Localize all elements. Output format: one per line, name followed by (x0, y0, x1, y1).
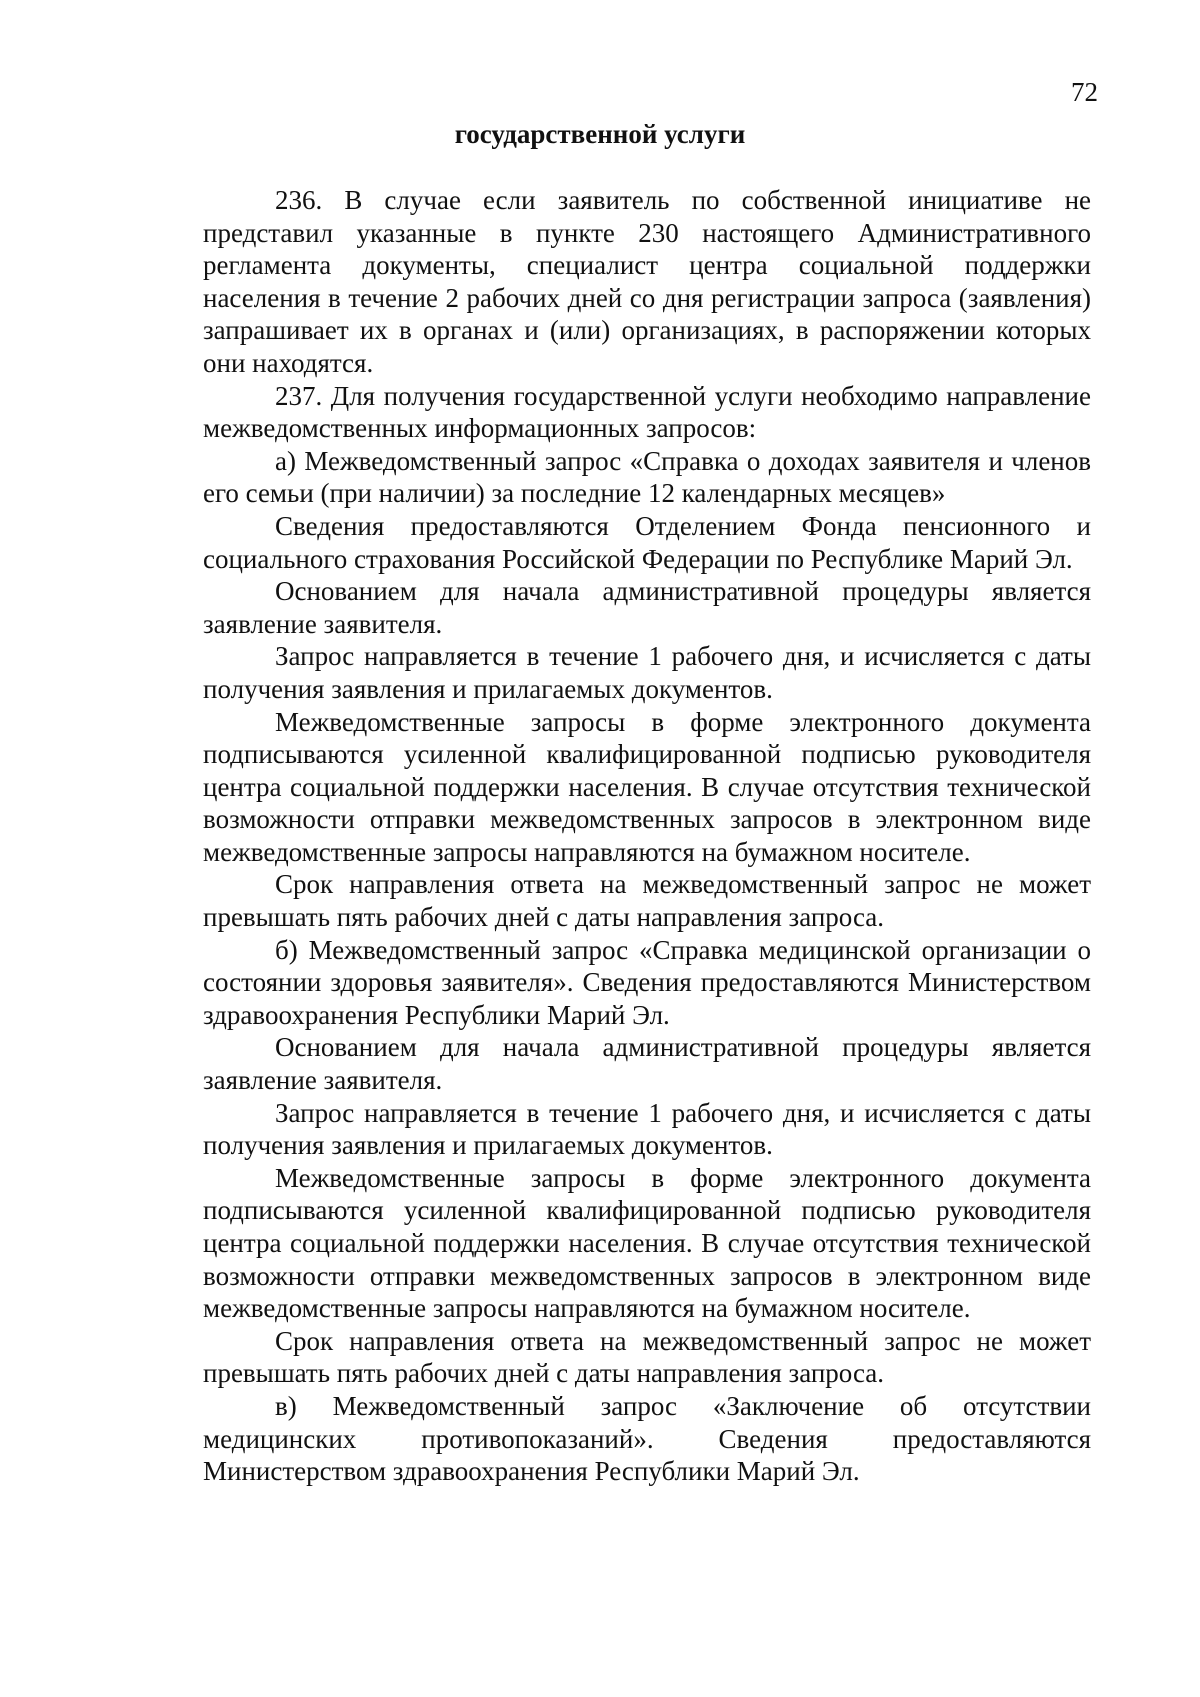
paragraph-a-timing: Запрос направляется в течение 1 рабочего дня, и исчисляется с даты получения заявления и прилагаемых документов. (203, 641, 1091, 704)
paragraph-a-provider: Сведения предоставляются Отделением Фонда пенсионного и социального страхования Российской Федерации по Республике Марий Эл. (203, 510, 1091, 574)
paragraph-b-electronic: Межведомственные запросы в форме электронного документа подписываются усиленной квалифицированной подписью руководителя центра социальной поддержки населения. В случае отсутствия технической возможности отправки межведомственных запросов в электронном виде межведомственные запросы направляются на бумажном носителе. (203, 1162, 1091, 1324)
document-body (203, 184, 1091, 1488)
paragraph-a-basis: Основанием для начала административной процедуры является заявление заявителя. (203, 576, 1091, 639)
paragraph-a-electronic: Межведомственные запросы в форме электронного документа подписываются усиленной квалифицированной подписью руководителя центра социальной поддержки населения. В случае отсутствия технической возможности отправки межведомственных запросов в электронном виде межведомственные запросы направляются на бумажном носителе. (203, 706, 1091, 867)
paragraph-request-a: а) Межведомственный запрос «Справка о доходах заявителя и членов его семьи (при наличии) за последние 12 календарных месяцев» (203, 445, 1091, 509)
paragraph-request-c: в) Межведомственный запрос «Заключение об отсутствии медицинских противопоказаний». Сведения предоставляются Министерством здравоохранения Республики Марий Эл. (203, 1390, 1091, 1487)
paragraph-b-timing: Запрос направляется в течение 1 рабочего дня, и исчисляется с даты получения заявления и прилагаемых документов. (203, 1097, 1091, 1161)
paragraph-a-response-deadline: Срок направления ответа на межведомственный запрос не может превышать пять рабочих дней с даты направления запроса. (203, 869, 1091, 933)
section-title: государственной услуги (454, 119, 746, 149)
paragraph-request-b: б) Межведомственный запрос «Справка медицинской организации о состоянии здоровья заявителя». Сведения предоставляются Министерством здравоохранения Республики Марий Эл. (203, 934, 1091, 1030)
page-number: 72 (1071, 77, 1098, 107)
paragraph-b-basis: Основанием для начала административной процедуры является заявление заявителя. (203, 1032, 1091, 1096)
paragraph-237: 237. Для получения государственной услуги необходимо направление межведомственных информационных запросов: (203, 380, 1091, 444)
paragraph-236: 236. В случае если заявитель по собственной инициативе не представил указанные в пункте 230 настоящего Административного регламента документы, специалист центра социальной поддержки населения в течение 2 рабочих дней со дня регистрации запроса (заявления) запрашивает их в органах и (или) организациях, в распоряжении которых они находятся. (203, 185, 1091, 378)
paragraph-b-response-deadline: Срок направления ответа на межведомственный запрос не может превышать пять рабочих дней с даты направления запроса. (203, 1325, 1091, 1389)
